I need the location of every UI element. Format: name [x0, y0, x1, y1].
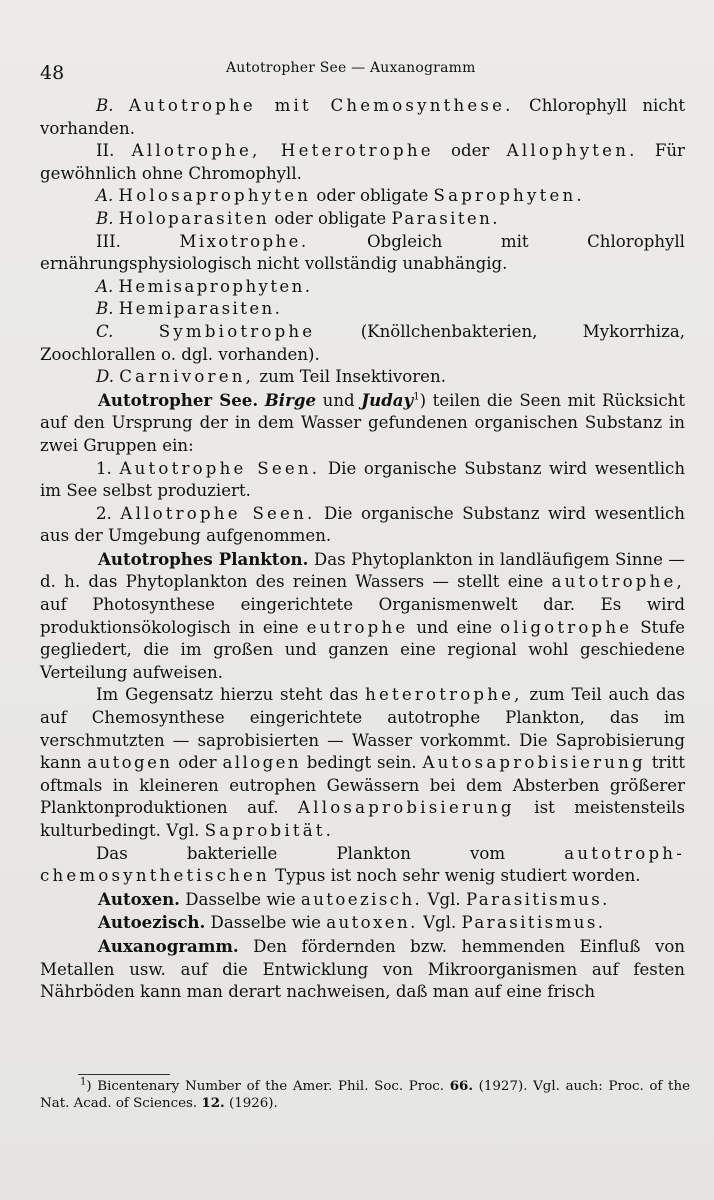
running-head: Autotropher See — Auxanogramm: [226, 60, 476, 76]
footnote-reference: 1: [413, 391, 420, 403]
paragraph-heterotrophe: Im Gegensatz hierzu steht das heterotrophe, zum Teil auch das auf Chemosynthese eingerichtete autotrophe Plankton, das im verschmutzten — saprobisierten — Wasser vorkommt. Die Saprobisierung kann autogen oder allogen bedingt sein. Autosaprobisierung tritt oftmals in kleineren eutrophen Gewässern bei dem Absterben größerer Planktonproduktionen auf. Allosaprobisierung ist meistensteils kulturbedingt. Vgl. Saprobität.: [40, 685, 685, 840]
list-item-b-hemiparasiten: B. Hemiparasiten.: [96, 299, 283, 319]
entry-autotropher-see: Autotropher See. Birge und Juday$^1$) teilen die Seen mit Rücksicht auf den Ursprung der in dem Wasser gefundenen organischen Substanz in zwei Gruppen ein:: [40, 389, 685, 455]
list-item-b-holoparasiten: B. Holoparasiten oder obligate Parasiten.: [96, 208, 500, 228]
page-body: [40, 95, 685, 1004]
list-item-ii-allotrophe: II. Allotrophe, Heterotrophe oder Allophyten. Für gewöhnlich ohne Chromophyll.: [40, 141, 685, 183]
entry-autotrophes-plankton: Autotrophes Plankton. Das Phytoplankton in landläufigem Sinne — d. h. das Phytoplankton des reinen Wassers — stellt eine autotrophe, auf Photosynthese eingerichtete Organismenwelt dar. Es wird produktionsökologisch in eine eutrophe und eine oligotrophe Stufe gegliedert, die im großen und ganzen eine regional wohl geschiedene Verteilung aufweisen.: [40, 548, 685, 682]
page-number: 48: [40, 62, 65, 84]
entry-auxanogramm: Auxanogramm. Den fördernden bzw. hemmenden Einfluß von Metallen usw. auf die Entwicklung von Mikroorganismen auf festen Nährböden kann man derart nachweisen, daß man auf eine frisch: [40, 935, 685, 1002]
list-item-d-carnivoren: D. Carnivoren, zum Teil Insektivoren.: [96, 367, 446, 387]
list-item-a-hemisaprophyten: A. Hemisaprophyten.: [96, 276, 313, 296]
list-item-allotrophe-seen: 2. Allotrophe Seen. Die organische Substanz wird wesentlich aus der Umgebung aufgenommen.: [40, 503, 685, 546]
list-item-autotrophe-seen: 1. Autotrophe Seen. Die organische Substanz wird wesentlich im See selbst produziert.: [40, 458, 685, 501]
list-item-c-symbiotrophe: C. Symbiotrophe (Knöllchenbakterien, Mykorrhiza, Zoochlorallen o. dgl. vorhanden).: [40, 321, 685, 364]
footnote-divider: [78, 1074, 170, 1075]
list-item-a-holosaprophyten: A. Holosaprophyten oder obligate Saprophyten.: [96, 186, 585, 206]
footnotes: [40, 1078, 690, 1112]
footnote-1: $^1$) Bicentenary Number of the Amer. Phil. Soc. Proc. 66. (1927). Vgl. auch: Proc. of the Nat. Acad. of Sciences. 12. (1926).: [40, 1076, 690, 1111]
entry-autoxen: Autoxen. Dasselbe wie autoezisch. Vgl. Parasitismus.: [98, 888, 610, 909]
list-item-iii-mixotrophe: III. Mixotrophe. Obgleich mit Chlorophyll ernährungsphysiologisch nicht vollständig unabhängig.: [40, 231, 685, 274]
entry-autoezisch: Autoezisch. Dasselbe wie autoxen. Vgl. Parasitismus.: [98, 912, 606, 933]
page-header: [40, 56, 680, 88]
paragraph-bakterielles-plankton: Das bakterielle Plankton vom autotroph-chemosynthetischen Typus ist noch sehr wenig studiert worden.: [40, 843, 685, 886]
list-item-b-autotrophe: B. Autotrophe mit Chemosynthese. Chlorophyll nicht vorhanden.: [40, 96, 685, 138]
